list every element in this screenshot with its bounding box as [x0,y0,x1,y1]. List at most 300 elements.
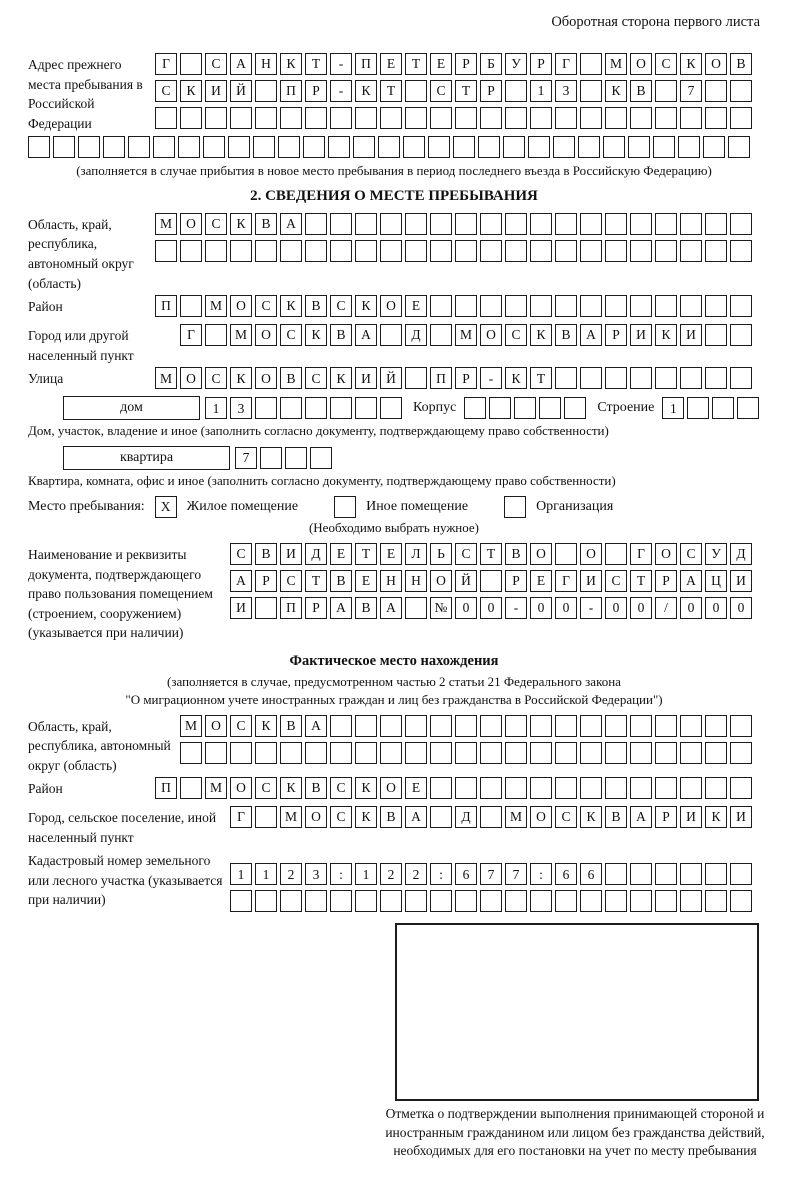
char-box[interactable] [480,570,502,592]
char-box[interactable]: 1 [355,863,377,885]
char-box[interactable]: О [480,324,502,346]
char-box[interactable] [712,397,734,419]
char-box[interactable]: Т [405,53,427,75]
char-box[interactable] [430,742,452,764]
char-box[interactable]: О [655,543,677,565]
char-box[interactable] [230,742,252,764]
char-box[interactable]: Р [455,367,477,389]
char-box[interactable] [630,240,652,262]
char-box[interactable]: С [330,806,352,828]
char-box[interactable] [155,107,177,129]
char-box[interactable] [555,742,577,764]
char-box[interactable] [480,107,502,129]
char-box[interactable]: О [530,806,552,828]
char-box[interactable]: Г [555,53,577,75]
char-box[interactable] [530,295,552,317]
char-box[interactable] [737,397,759,419]
char-box[interactable]: И [680,324,702,346]
char-box[interactable]: В [555,324,577,346]
char-box[interactable] [555,213,577,235]
char-box[interactable]: А [630,806,652,828]
char-box[interactable] [630,863,652,885]
char-box[interactable] [310,447,332,469]
char-box[interactable] [505,80,527,102]
char-box[interactable]: Г [155,53,177,75]
char-box[interactable]: К [280,295,302,317]
char-box[interactable] [580,80,602,102]
char-box[interactable] [255,107,277,129]
char-box[interactable]: Л [405,543,427,565]
char-box[interactable] [205,107,227,129]
char-box[interactable] [705,715,727,737]
char-box[interactable] [687,397,709,419]
char-box[interactable] [278,136,300,158]
char-box[interactable]: Е [380,543,402,565]
char-box[interactable]: 0 [730,597,752,619]
char-box[interactable]: О [580,543,602,565]
char-box[interactable] [155,240,177,262]
char-box[interactable] [405,597,427,619]
char-box[interactable]: В [255,543,277,565]
char-box[interactable]: 7 [480,863,502,885]
char-box[interactable]: О [630,53,652,75]
char-box[interactable]: М [455,324,477,346]
char-box[interactable]: П [355,53,377,75]
char-box[interactable] [655,777,677,799]
char-box[interactable] [730,777,752,799]
char-box[interactable] [705,863,727,885]
char-box[interactable]: К [505,367,527,389]
char-box[interactable] [580,213,602,235]
char-box[interactable]: О [230,777,252,799]
char-box[interactable] [530,890,552,912]
char-box[interactable] [705,777,727,799]
char-box[interactable] [255,597,277,619]
char-box[interactable]: С [155,80,177,102]
char-box[interactable]: 1 [255,863,277,885]
char-box[interactable] [705,890,727,912]
char-box[interactable]: В [330,570,352,592]
char-box[interactable] [330,240,352,262]
char-box[interactable]: 2 [405,863,427,885]
char-box[interactable]: Й [230,80,252,102]
char-box[interactable] [380,715,402,737]
char-box[interactable] [489,397,511,419]
char-box[interactable]: С [205,367,227,389]
char-box[interactable]: В [330,324,352,346]
char-box[interactable] [205,240,227,262]
char-box[interactable] [330,107,352,129]
char-box[interactable] [480,890,502,912]
char-box[interactable] [730,863,752,885]
char-box[interactable]: Д [405,324,427,346]
char-box[interactable] [530,715,552,737]
char-box[interactable] [555,240,577,262]
char-box[interactable] [655,295,677,317]
char-box[interactable] [228,136,250,158]
char-box[interactable] [305,397,327,419]
char-box[interactable]: С [605,570,627,592]
char-box[interactable]: М [180,715,202,737]
char-box[interactable] [180,53,202,75]
char-box[interactable]: Т [455,80,477,102]
char-box[interactable]: Р [255,570,277,592]
char-box[interactable]: М [605,53,627,75]
char-box[interactable]: А [355,324,377,346]
char-box[interactable]: И [280,543,302,565]
char-box[interactable] [405,240,427,262]
char-box[interactable] [355,890,377,912]
char-box[interactable] [355,107,377,129]
char-box[interactable] [328,136,350,158]
char-box[interactable]: № [430,597,452,619]
char-box[interactable] [380,890,402,912]
char-box[interactable] [355,397,377,419]
char-box[interactable]: В [380,806,402,828]
char-box[interactable]: - [330,80,352,102]
char-box[interactable]: К [230,213,252,235]
char-box[interactable]: С [205,213,227,235]
char-box[interactable]: С [455,543,477,565]
char-box[interactable]: И [730,570,752,592]
char-box[interactable]: Й [455,570,477,592]
char-box[interactable]: С [330,295,352,317]
char-box[interactable]: / [655,597,677,619]
char-box[interactable] [330,742,352,764]
char-box[interactable]: 1 [662,397,684,419]
char-box[interactable] [580,240,602,262]
char-box[interactable]: О [530,543,552,565]
char-box[interactable] [655,715,677,737]
char-box[interactable] [580,367,602,389]
char-box[interactable] [405,107,427,129]
char-box[interactable]: Е [330,543,352,565]
char-box[interactable] [705,295,727,317]
char-box[interactable] [503,136,525,158]
char-box[interactable]: О [205,715,227,737]
char-box[interactable]: М [155,213,177,235]
char-box[interactable] [655,213,677,235]
char-box[interactable] [180,742,202,764]
char-box[interactable]: И [230,597,252,619]
char-box[interactable] [605,715,627,737]
char-box[interactable] [630,742,652,764]
char-box[interactable]: А [405,806,427,828]
char-box[interactable]: Н [255,53,277,75]
char-box[interactable] [478,136,500,158]
char-box[interactable] [705,742,727,764]
char-box[interactable] [680,777,702,799]
char-box[interactable]: Д [305,543,327,565]
char-box[interactable]: А [380,597,402,619]
char-box[interactable] [280,890,302,912]
char-box[interactable]: В [255,213,277,235]
char-box[interactable]: М [505,806,527,828]
char-box[interactable] [680,863,702,885]
char-box[interactable] [453,136,475,158]
char-box[interactable] [455,295,477,317]
char-box[interactable]: Т [630,570,652,592]
char-box[interactable] [430,240,452,262]
char-box[interactable] [355,715,377,737]
char-box[interactable]: К [530,324,552,346]
char-box[interactable] [680,107,702,129]
char-box[interactable] [505,715,527,737]
char-box[interactable] [260,447,282,469]
char-box[interactable]: К [355,295,377,317]
char-box[interactable] [580,107,602,129]
char-box[interactable] [505,777,527,799]
char-box[interactable] [539,397,561,419]
char-box[interactable] [730,80,752,102]
char-box[interactable]: Д [730,543,752,565]
char-box[interactable]: Р [605,324,627,346]
char-box[interactable]: К [255,715,277,737]
char-box[interactable]: 1 [530,80,552,102]
char-box[interactable] [280,107,302,129]
char-box[interactable]: В [505,543,527,565]
char-box[interactable]: М [280,806,302,828]
char-box[interactable] [380,213,402,235]
char-box[interactable]: О [380,777,402,799]
char-box[interactable]: Г [230,806,252,828]
char-box[interactable] [630,715,652,737]
char-box[interactable] [680,890,702,912]
char-box[interactable]: 7 [680,80,702,102]
char-box[interactable]: : [430,863,452,885]
char-box[interactable] [403,136,425,158]
char-box[interactable]: Т [480,543,502,565]
char-box[interactable] [455,240,477,262]
char-box[interactable]: 0 [530,597,552,619]
char-box[interactable] [430,295,452,317]
char-box[interactable] [728,136,750,158]
char-box[interactable]: Т [305,570,327,592]
char-box[interactable]: К [280,53,302,75]
char-box[interactable] [280,397,302,419]
char-box[interactable] [480,777,502,799]
char-box[interactable]: П [430,367,452,389]
char-box[interactable] [180,295,202,317]
char-box[interactable] [305,742,327,764]
char-box[interactable] [103,136,125,158]
char-box[interactable] [455,107,477,129]
char-box[interactable]: К [230,367,252,389]
char-box[interactable]: С [255,777,277,799]
char-box[interactable] [703,136,725,158]
char-box[interactable]: П [280,80,302,102]
char-box[interactable] [405,213,427,235]
char-box[interactable] [285,447,307,469]
char-box[interactable]: С [230,715,252,737]
char-box[interactable]: С [555,806,577,828]
char-box[interactable] [505,240,527,262]
char-box[interactable] [355,240,377,262]
char-box[interactable] [455,213,477,235]
char-box[interactable] [280,742,302,764]
char-box[interactable] [680,240,702,262]
char-box[interactable] [355,213,377,235]
char-box[interactable] [553,136,575,158]
char-box[interactable]: К [355,806,377,828]
char-box[interactable]: В [630,80,652,102]
char-box[interactable]: Е [430,53,452,75]
char-box[interactable]: - [580,597,602,619]
char-box[interactable]: 0 [555,597,577,619]
char-box[interactable]: - [330,53,352,75]
char-box[interactable] [230,240,252,262]
char-box[interactable] [405,367,427,389]
char-box[interactable] [255,80,277,102]
char-box[interactable]: П [280,597,302,619]
char-box[interactable] [330,890,352,912]
char-box[interactable] [480,806,502,828]
char-box[interactable] [578,136,600,158]
char-box[interactable] [580,53,602,75]
char-box[interactable]: 1 [205,397,227,419]
char-box[interactable]: Й [380,367,402,389]
char-box[interactable] [480,213,502,235]
char-box[interactable]: 7 [505,863,527,885]
char-box[interactable] [680,295,702,317]
char-box[interactable]: О [380,295,402,317]
char-box[interactable]: О [230,295,252,317]
char-box[interactable] [580,715,602,737]
char-box[interactable] [380,107,402,129]
char-box[interactable] [630,107,652,129]
char-box[interactable] [505,295,527,317]
char-box[interactable] [380,324,402,346]
char-box[interactable] [655,107,677,129]
checkbox-inoe[interactable] [334,496,356,518]
char-box[interactable] [655,890,677,912]
char-box[interactable]: К [330,367,352,389]
char-box[interactable]: А [305,715,327,737]
char-box[interactable] [655,742,677,764]
char-box[interactable] [255,742,277,764]
char-box[interactable]: 2 [280,863,302,885]
char-box[interactable]: К [605,80,627,102]
char-box[interactable]: С [230,543,252,565]
char-box[interactable] [605,742,627,764]
char-box[interactable] [430,715,452,737]
char-box[interactable] [630,367,652,389]
char-box[interactable]: В [280,715,302,737]
char-box[interactable]: 0 [455,597,477,619]
char-box[interactable]: О [430,570,452,592]
char-box[interactable] [480,240,502,262]
char-box[interactable]: К [280,777,302,799]
char-box[interactable] [205,742,227,764]
char-box[interactable]: 0 [680,597,702,619]
char-box[interactable]: В [280,367,302,389]
char-box[interactable] [528,136,550,158]
char-box[interactable]: Е [405,295,427,317]
char-box[interactable] [253,136,275,158]
char-box[interactable]: М [155,367,177,389]
char-box[interactable] [730,367,752,389]
char-box[interactable]: В [355,597,377,619]
char-box[interactable]: А [680,570,702,592]
char-box[interactable] [555,543,577,565]
char-box[interactable] [555,367,577,389]
char-box[interactable] [655,367,677,389]
char-box[interactable]: Е [355,570,377,592]
char-box[interactable]: В [305,295,327,317]
char-box[interactable] [605,240,627,262]
char-box[interactable]: Г [555,570,577,592]
char-box[interactable] [480,715,502,737]
char-box[interactable] [380,397,402,419]
char-box[interactable] [730,715,752,737]
char-box[interactable]: С [205,53,227,75]
char-box[interactable]: К [680,53,702,75]
char-box[interactable] [180,777,202,799]
char-box[interactable] [405,715,427,737]
char-box[interactable]: 1 [230,863,252,885]
char-box[interactable]: Е [380,53,402,75]
char-box[interactable] [455,777,477,799]
char-box[interactable]: М [230,324,252,346]
char-box[interactable]: Р [305,80,327,102]
char-box[interactable] [78,136,100,158]
char-box[interactable]: В [305,777,327,799]
checkbox-zhiloe[interactable]: X [155,496,177,518]
char-box[interactable] [380,742,402,764]
char-box[interactable] [580,742,602,764]
char-box[interactable]: С [330,777,352,799]
char-box[interactable]: О [255,367,277,389]
char-box[interactable] [530,777,552,799]
char-box[interactable] [455,742,477,764]
char-box[interactable]: А [230,570,252,592]
char-box[interactable] [605,863,627,885]
char-box[interactable]: Р [480,80,502,102]
char-box[interactable] [255,890,277,912]
char-box[interactable]: Р [655,570,677,592]
char-box[interactable] [178,136,200,158]
char-box[interactable] [530,107,552,129]
char-box[interactable]: О [705,53,727,75]
char-box[interactable]: Р [455,53,477,75]
char-box[interactable] [430,324,452,346]
char-box[interactable] [305,240,327,262]
char-box[interactable]: Д [455,806,477,828]
char-box[interactable] [53,136,75,158]
char-box[interactable]: 0 [705,597,727,619]
char-box[interactable]: А [330,597,352,619]
char-box[interactable] [480,742,502,764]
char-box[interactable] [464,397,486,419]
char-box[interactable] [128,136,150,158]
char-box[interactable] [655,80,677,102]
char-box[interactable] [180,107,202,129]
char-box[interactable] [255,806,277,828]
char-box[interactable]: С [505,324,527,346]
char-box[interactable]: Е [530,570,552,592]
char-box[interactable] [730,742,752,764]
char-box[interactable] [330,397,352,419]
char-box[interactable] [680,742,702,764]
char-box[interactable] [705,324,727,346]
char-box[interactable] [455,715,477,737]
char-box[interactable] [153,136,175,158]
char-box[interactable] [305,213,327,235]
char-box[interactable] [628,136,650,158]
char-box[interactable]: В [605,806,627,828]
char-box[interactable] [280,240,302,262]
char-box[interactable]: С [305,367,327,389]
